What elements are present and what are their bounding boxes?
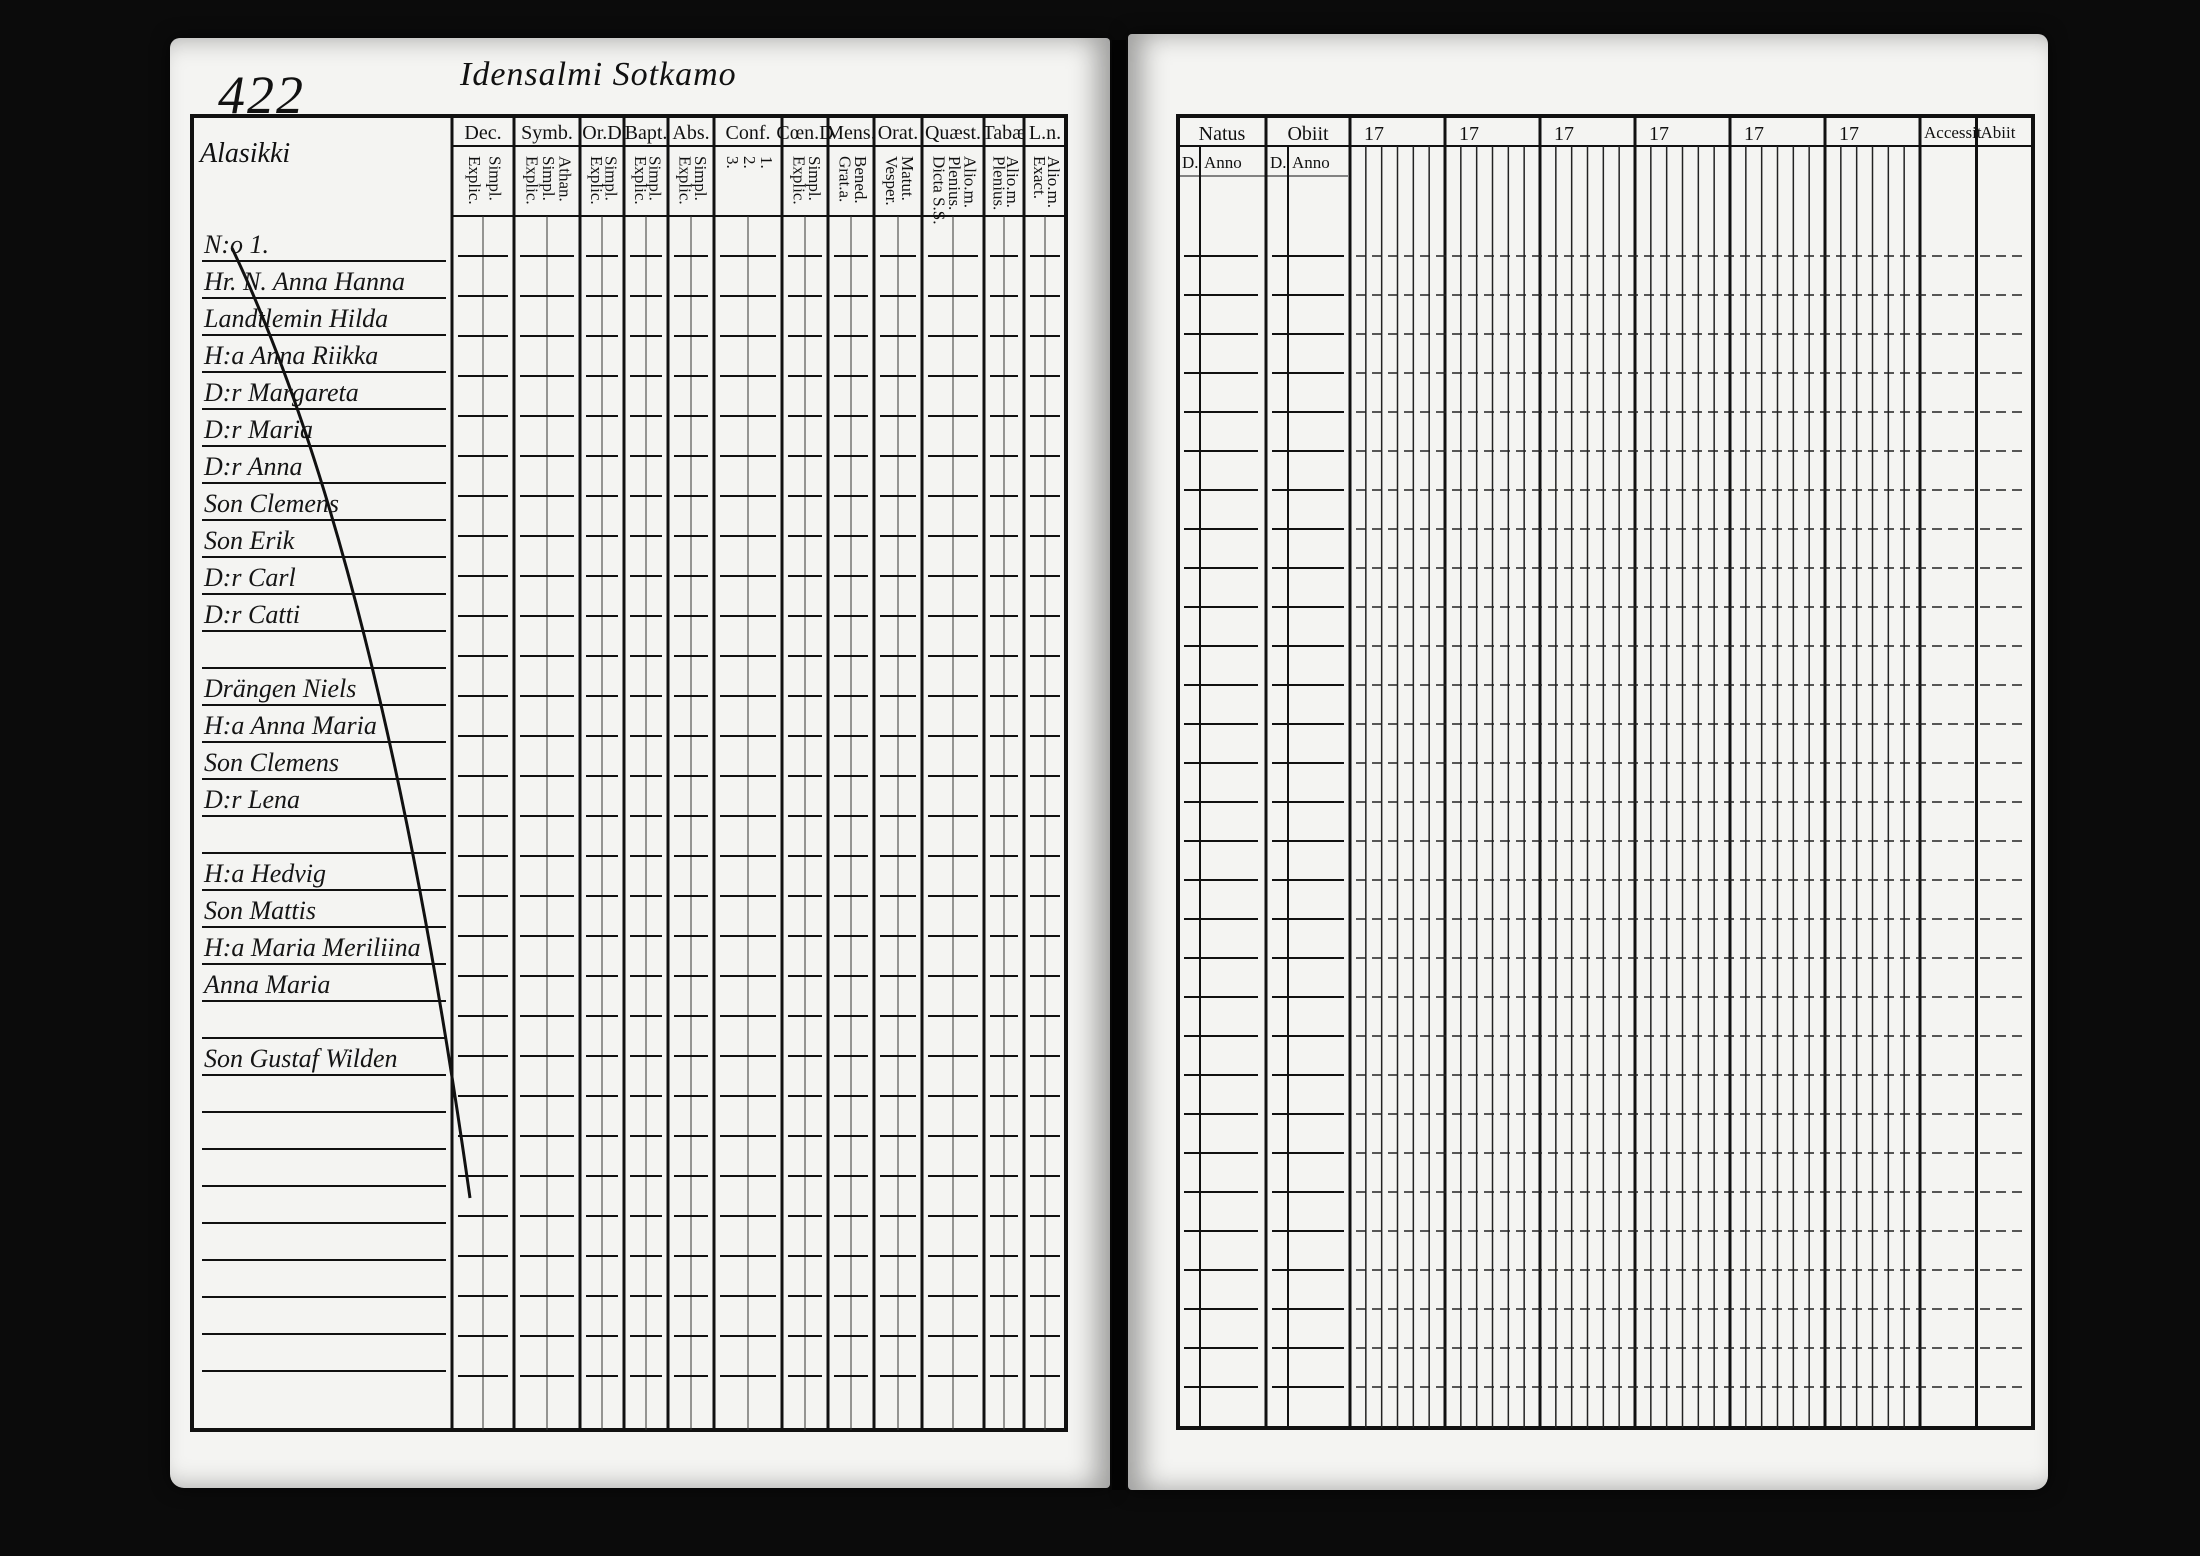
household-entry-1: Hr. N. Anna Hanna [204, 267, 406, 296]
household-entry-8: Son Erik [204, 526, 295, 555]
household-entry-7: Son Clemens [204, 489, 340, 518]
column-header-9: Quæst. [924, 122, 982, 144]
column-subheader-5-0: 3. [723, 156, 743, 169]
column-subheader-10-0: Plenius. [989, 156, 1009, 211]
column-subheader-9-2: Alio.m. [960, 156, 980, 208]
year-header-3: 17 [1649, 123, 1669, 145]
column-header-8: Orat. [877, 122, 919, 144]
household-entry-3: H:a Anna Riikka [204, 341, 379, 370]
household-entry-2: Landtlemin Hilda [204, 304, 389, 333]
natus-day-label: D. [1182, 153, 1199, 172]
column-subheader-0-1: Simpl. [485, 156, 505, 201]
book-gutter [1112, 40, 1126, 1490]
household-entry-4: D:r Margareta [204, 378, 359, 407]
column-subheader-1-1: Simpl. [539, 156, 559, 201]
year-header-2: 17 [1554, 123, 1574, 145]
household-entry-17: H:a Hedvig [204, 859, 327, 888]
column-subheader-9-1: Plenius. [945, 156, 965, 211]
column-subheader-5-1: 2. [740, 156, 760, 169]
column-subheader-6-1: Simpl. [804, 156, 824, 201]
column-subheader-6-0: Explic. [789, 156, 809, 205]
column-subheader-7-1: Bened. [850, 156, 870, 204]
page-number: 422 [218, 65, 305, 125]
column-header-6: Cœn.D [776, 122, 834, 144]
column-header-1: Symb. [521, 122, 573, 144]
column-header-0: Dec. [464, 122, 502, 144]
household-entry-9: D:r Carl [204, 563, 296, 592]
accessit-header: Accessit [1924, 123, 1982, 142]
obiit-header: Obiit [1287, 123, 1329, 145]
column-header-7: Mens. [826, 122, 876, 144]
column-subheader-4-0: Explic. [675, 156, 695, 205]
household-entry-0: N:o 1. [204, 230, 269, 259]
village-name: Alasikki [200, 138, 291, 169]
column-header-11: L.n. [1028, 122, 1062, 144]
column-subheader-11-1: Alio.m. [1044, 156, 1064, 208]
right-register-page [1128, 34, 2048, 1490]
column-subheader-7-0: Grat.a. [835, 156, 855, 203]
year-header-4: 17 [1744, 123, 1764, 145]
household-entry-6: D:r Anna [204, 452, 303, 481]
column-subheader-8-1: Matut. [898, 156, 918, 201]
column-header-10: Tabæ [982, 122, 1026, 144]
obiit-day-label: D. [1270, 153, 1287, 172]
household-entry-10: D:r Catti [204, 600, 301, 629]
right-register-grid [1128, 34, 2048, 1490]
natus-header: Natus [1198, 123, 1246, 145]
left-register-grid [170, 38, 1110, 1488]
column-subheader-9-0: Dicta S.S. [929, 156, 949, 225]
year-header-0: 17 [1364, 123, 1384, 145]
column-subheader-0-0: Explic. [464, 156, 484, 205]
household-entry-22: Son Gustaf Wilden [204, 1044, 398, 1073]
household-entry-12: Drängen Niels [204, 674, 357, 703]
natus-anno-label: Anno [1204, 153, 1242, 172]
column-subheader-1-2: Athan. [555, 156, 575, 202]
column-subheader-5-2: 1. [757, 156, 777, 169]
household-entry-19: H:a Maria Meriliina [204, 933, 421, 962]
household-entry-20: Anna Maria [204, 970, 331, 999]
parish-name: Idensalmi Sotkamo [460, 56, 737, 93]
column-subheader-3-1: Simpl. [645, 156, 665, 201]
column-subheader-11-0: Exact. [1030, 156, 1050, 199]
household-entry-18: Son Mattis [204, 896, 316, 925]
household-entry-13: H:a Anna Maria [204, 711, 377, 740]
column-subheader-8-0: Vesper. [882, 156, 902, 206]
column-subheader-1-0: Explic. [522, 156, 542, 205]
column-header-4: Abs. [672, 122, 710, 144]
column-subheader-2-0: Explic. [586, 156, 606, 205]
year-header-5: 17 [1839, 123, 1859, 145]
year-header-1: 17 [1459, 123, 1479, 145]
left-register-page [170, 38, 1110, 1488]
household-entry-15: D:r Lena [204, 785, 301, 814]
column-subheader-3-0: Explic. [630, 156, 650, 205]
obiit-anno-label: Anno [1292, 153, 1330, 172]
column-header-2: Or.D [582, 122, 622, 144]
column-header-5: Conf. [725, 122, 771, 144]
abiit-header: Abiit [1980, 123, 2016, 142]
column-subheader-2-1: Simpl. [601, 156, 621, 201]
column-subheader-4-1: Simpl. [690, 156, 710, 201]
household-entry-14: Son Clemens [204, 748, 340, 777]
column-subheader-10-1: Alio.m. [1002, 156, 1022, 208]
column-header-3: Bapt. [624, 122, 668, 144]
household-entry-5: D:r Maria [204, 415, 314, 444]
